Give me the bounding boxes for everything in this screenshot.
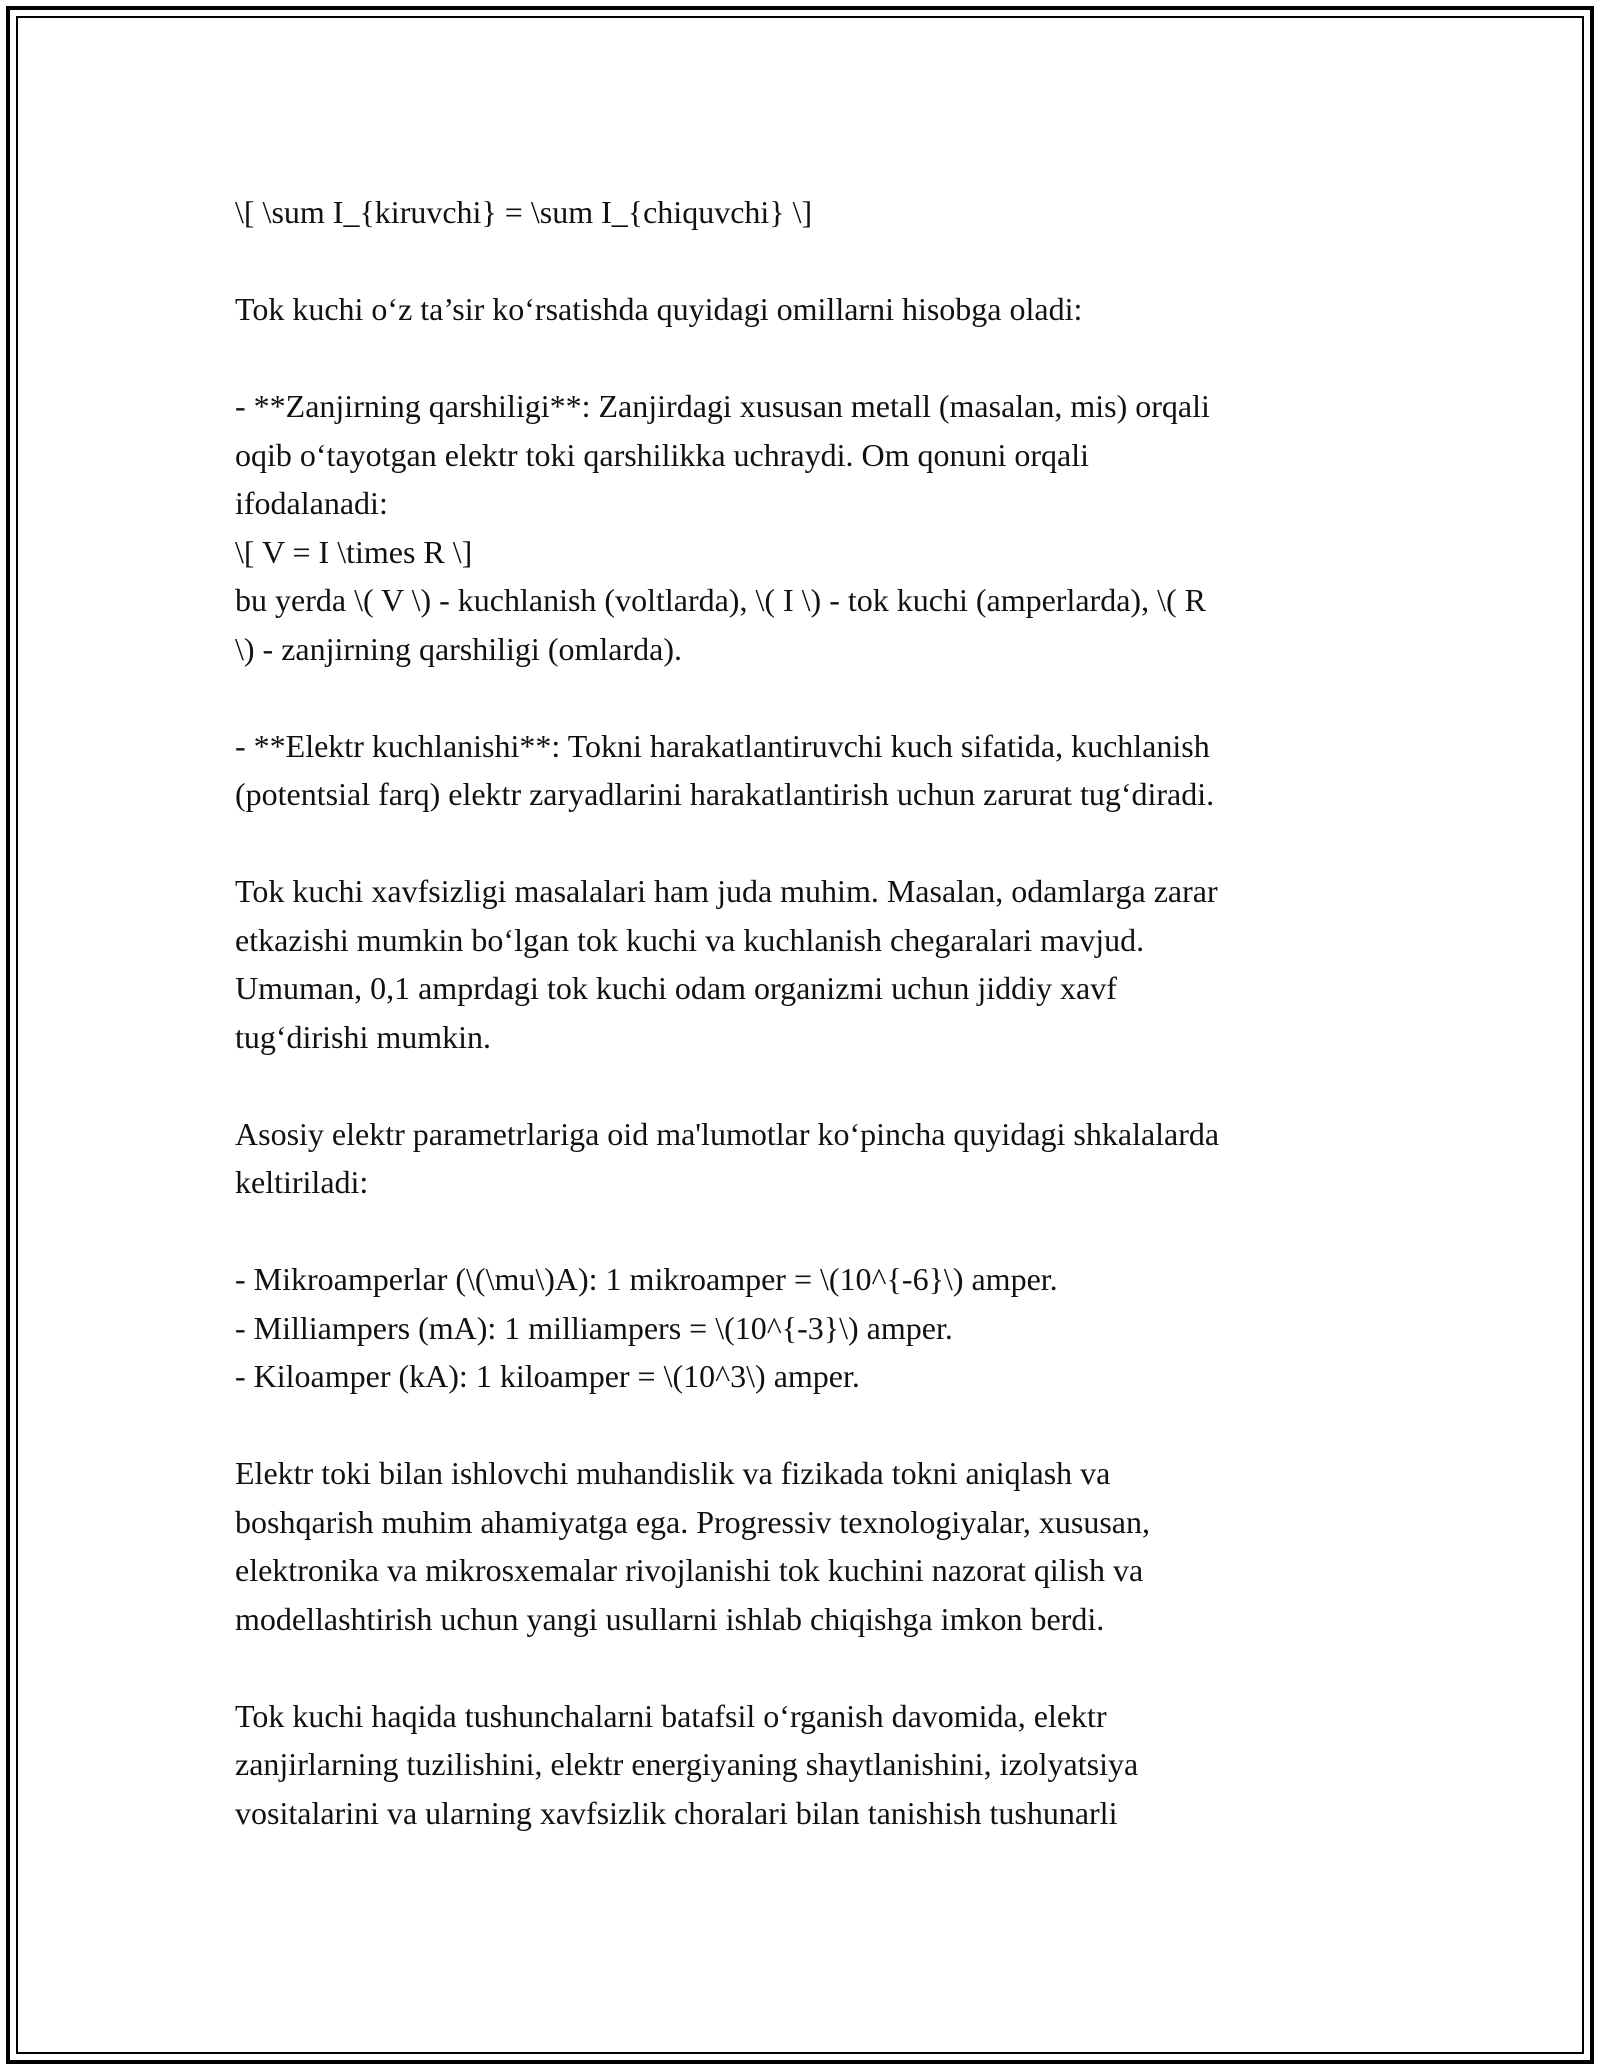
resistance-paragraph: - **Zanjirning qarshiligi**: Zanjirdagi xususan metall (masalan, mis) orqali oqib o‘tayotgan elektr toki qarshilikka uchraydi. Om qonuni orqali ifodalanadi: \[ V = I \times R \] bu yerda \( V \) - kuchlanish (voltlarda), \( I \) - tok kuchi (amperlarda), \( R \) - zanjirning qarshiligi (omlarda). (235, 388, 1210, 667)
units-list: - Mikroamperlar (\(\mu\)A): 1 mikroamper = \(10^{-6}\) amper. - Milliampers (mA): 1 milliampers = \(10^{-3}\) amper. - Kiloamper (kA): 1 kiloamper = \(10^3\) amper. (235, 1261, 1058, 1394)
document-body (235, 188, 1375, 1837)
factors-intro-paragraph: Tok kuchi o‘z ta’sir ko‘rsatishda quyidagi omillarni hisobga oladi: (235, 291, 1083, 327)
voltage-paragraph: - **Elektr kuchlanishi**: Tokni harakatlantiruvchi kuch sifatida, kuchlanish (potentsial farq) elektr zaryadlarini harakatlantirish uchun zarurat tug‘diradi. (235, 727, 1215, 812)
scales-intro-paragraph: Asosiy elektr parametrlariga oid ma'lumotlar ko‘pincha quyidagi shkalalarda keltiriladi: (235, 1115, 1220, 1200)
engineering-paragraph: Elektr toki bilan ishlovchi muhandislik va fizikada tokni aniqlash va boshqarish muhim ahamiyatga ega. Progressiv texnologiyalar, xususan, elektronika va mikrosxemalar rivojlanishi tok kuchini nazorat qilish va modellashtirish uchun yangi usullarni ishlab chiqishga imkon berdi. (235, 1455, 1150, 1637)
closing-paragraph: Tok kuchi haqida tushunchalarni batafsil o‘rganish davomida, elektr zanjirlarning tuzilishini, elektr energiyaning shaytlanishini, izolyatsiya vositalarini va ularning xavfsizlik choralari bilan tanishish tushunarli (235, 1697, 1139, 1831)
safety-paragraph: Tok kuchi xavfsizligi masalalari ham juda muhim. Masalan, odamlarga zarar etkazishi mumkin bo‘lgan tok kuchi va kuchlanish chegaralari mavjud. Umuman, 0,1 amprdagi tok kuchi odam organizmi uchun jiddiy xavf tug‘dirishi mumkin. (235, 873, 1218, 1055)
kirchhoff-formula-line: \[ \sum I_{kiruvchi} = \sum I_{chiquvchi} \] (235, 194, 813, 230)
